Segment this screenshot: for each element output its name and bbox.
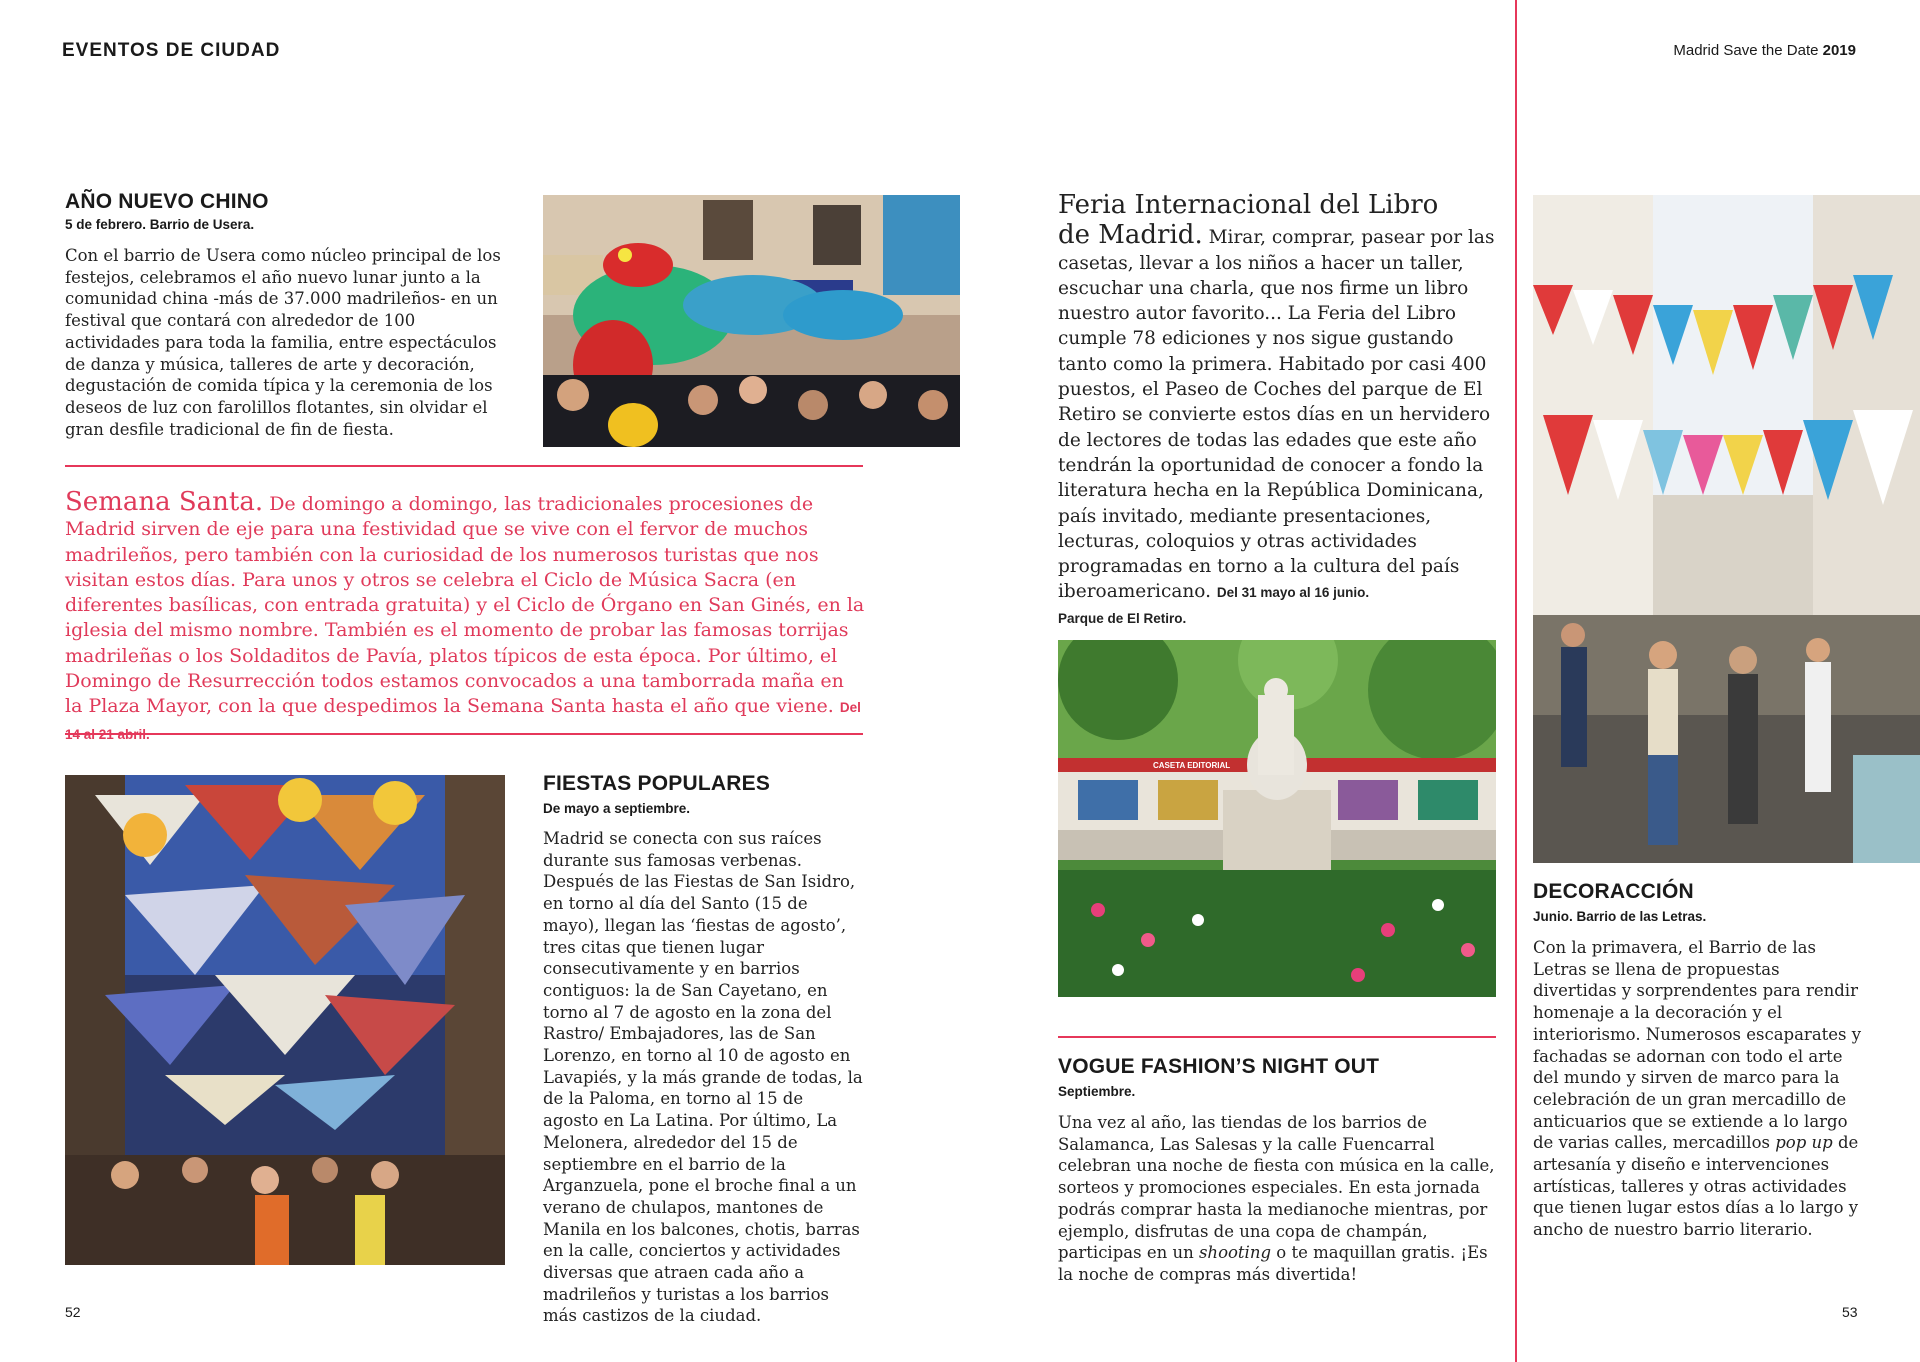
vogue-body-part2: o te maquillan gratis. ¡Es la noche de compras más divertida! [1058, 1243, 1488, 1284]
vogue-section [1058, 1055, 1503, 1286]
semana-santa-lead: Semana Santa. [65, 487, 264, 517]
fiestas-populares-section [543, 772, 863, 1327]
anio-nuevo-chino-title: AÑO NUEVO CHINO [65, 190, 269, 213]
verbena-street-decorations-photo [65, 775, 505, 1265]
anio-nuevo-chino-section [65, 190, 505, 440]
decoraccion-subtitle: Junio. Barrio de las Letras. [1533, 909, 1707, 924]
feria-libro-place: Parque de El Retiro. [1058, 610, 1187, 626]
vogue-body-italic: shooting [1198, 1243, 1272, 1263]
publication-name: Madrid Save the Date [1673, 42, 1819, 59]
decoraccion-title: DECORACCIÓN [1533, 880, 1694, 903]
feria-libro-lead-line1: Feria Internacional del Libro [1058, 190, 1439, 220]
semana-santa-body: De domingo a domingo, las tradicionales procesiones de Madrid sirven de eje para una festividad que se vive con el fervor de muchos madrileños, pero también con la curiosidad de los numerosos turistas que nos visitan estos días. Para unos y otros se celebra el Ciclo de Música Sacra (en diferentes basílicas, con entrada gratuita) y el Ciclo de Órgano en San Ginés, en la iglesia del mismo nombre. También es el momento de probar las famosas torrijas madrileñas o los Soldaditos de Pavía, platos típicos de esta época. Por último, el Domingo de Resurrección todos estamos convocados a una tamborrada maña en la Plaza Mayor, con la que despedimos la Semana Santa hasta el año que viene. [65, 493, 865, 718]
anio-nuevo-chino-body: Con el barrio de Usera como núcleo principal de los festejos, celebramos el año nuevo lunar junto a la comunidad china -más de 37.000 madrileños- en un festival que contará con alrededor de 100 actividades para toda la familia, entre espectáculos de danza y música, talleres de arte y decoración, degustación de comida típica y la ceremonia de los deseos de luz con farolillos flotantes, sin olvidar el gran desfile tradicional de fin de fiesta. [65, 246, 501, 439]
page-spine-divider [1515, 0, 1517, 1362]
vogue-subtitle: Septiembre. [1058, 1084, 1136, 1099]
fiestas-populares-body: Madrid se conecta con sus raíces durante sus famosas verbenas. Después de las Fiestas de San Isidro, en torno al día del Santo (15 de mayo), llegan las ‘fiestas de agosto’, tres citas que tienen lugar consecutivamente y en barrios contiguos: la de San Cayetano, en torno al 7 de agosto en la zona del Rastro/ Embajadores, las de San Lorenzo, en torno al 10 de agosto en Lavapiés, y la más grande de todas, la de la Paloma, en torno al 15 de agosto en La Latina. Por último, La Melonera, alrededor del 15 de septiembre en el barrio de la Arganzuela, pone el broche final a un verano de chulapos, mantones de Manila en los balcones, chotis, barras en la calle, conciertos y actividades diversas que atraen cada año a madrileños y turistas a los barrios más castizos de la ciudad. [543, 829, 863, 1326]
decoraccion-body [1533, 937, 1863, 1241]
decoraccion-body-italic: pop up [1775, 1133, 1833, 1153]
feria-libro-lead-line2: de Madrid. [1058, 220, 1203, 251]
decoraccion-body-part1: Con la primavera, el Barrio de las Letras se llena de propuestas divertidas y sorprendentes para rendir homenaje a la decoración y el interiorismo. Numerosos escaparates y fachadas se adornan con todo el arte del mundo y sirven de marco para la celebración de un gran mercadillo de anticuarios que se extiende a lo largo de varias calles, mercadillos [1533, 938, 1862, 1153]
divider-line [1058, 1036, 1496, 1038]
divider-line [65, 465, 863, 467]
fiestas-populares-subtitle: De mayo a septiembre. [543, 801, 691, 816]
page-number-right: 53 [1842, 1304, 1858, 1320]
vogue-body [1058, 1112, 1503, 1286]
feria-libro-dates: Del 31 mayo al 16 junio. [1216, 585, 1370, 601]
page-number-left: 52 [65, 1304, 81, 1320]
decoraccion-body-part2: de artesanía y diseño e intervenciones artísticas, talleres y otras actividades que tienen lugar estos días a lo largo y ancho de nuestro barrio literario. [1533, 1133, 1859, 1240]
book-fair-sign-text: CASETA EDITORIAL [1153, 761, 1231, 770]
section-label: EVENTOS DE CIUDAD [62, 40, 281, 61]
vogue-body-part1: Una vez al año, las tiendas de los barrios de Salamanca, Las Salesas y la calle Fuencarral celebran una noche de fiesta con música en la calle, sorteos y promociones especiales. En esta jornada podrás comprar hasta la medianoche mientras, por ejemplo, disfrutas de una copa de champán, participas en un [1058, 1113, 1495, 1263]
anio-nuevo-chino-subtitle: 5 de febrero. Barrio de Usera. [65, 217, 255, 232]
barrio-letras-street-photo [1533, 195, 1920, 863]
publication-year: 2019 [1822, 42, 1856, 59]
fiestas-populares-title: FIESTAS POPULARES [543, 772, 771, 795]
semana-santa-section [65, 487, 865, 747]
feria-libro-section [1058, 190, 1498, 631]
vogue-title: VOGUE FASHION’S NIGHT OUT [1058, 1055, 1380, 1078]
semana-santa-dates: Del [839, 700, 861, 716]
book-fair-statue-photo [1058, 640, 1496, 997]
decoraccion-section [1533, 880, 1863, 1241]
feria-libro-body: Mirar, comprar, pasear por las casetas, llevar a los niños a hacer un taller, escuchar una charla, que nos firme un libro nuestro autor favorito... La Feria del Libro cumple 78 ediciones y nos sigue gustando tanto como la primera. Habitado por casi 400 puestos, el Paseo de Coches del parque de El Retiro se convierte estos días en un hervidero de lectores de todas las edades que este año tendrán la oportunidad de conocer a fondo la literatura hecha en la República Dominicana, país invitado, mediante presentaciones, lecturas, coloquios y otras actividades programadas en torno a la cultura del país iberoamericano. [1058, 227, 1495, 603]
divider-line [65, 733, 863, 735]
running-head [1673, 42, 1856, 59]
chinese-new-year-dragon-photo [543, 195, 960, 447]
